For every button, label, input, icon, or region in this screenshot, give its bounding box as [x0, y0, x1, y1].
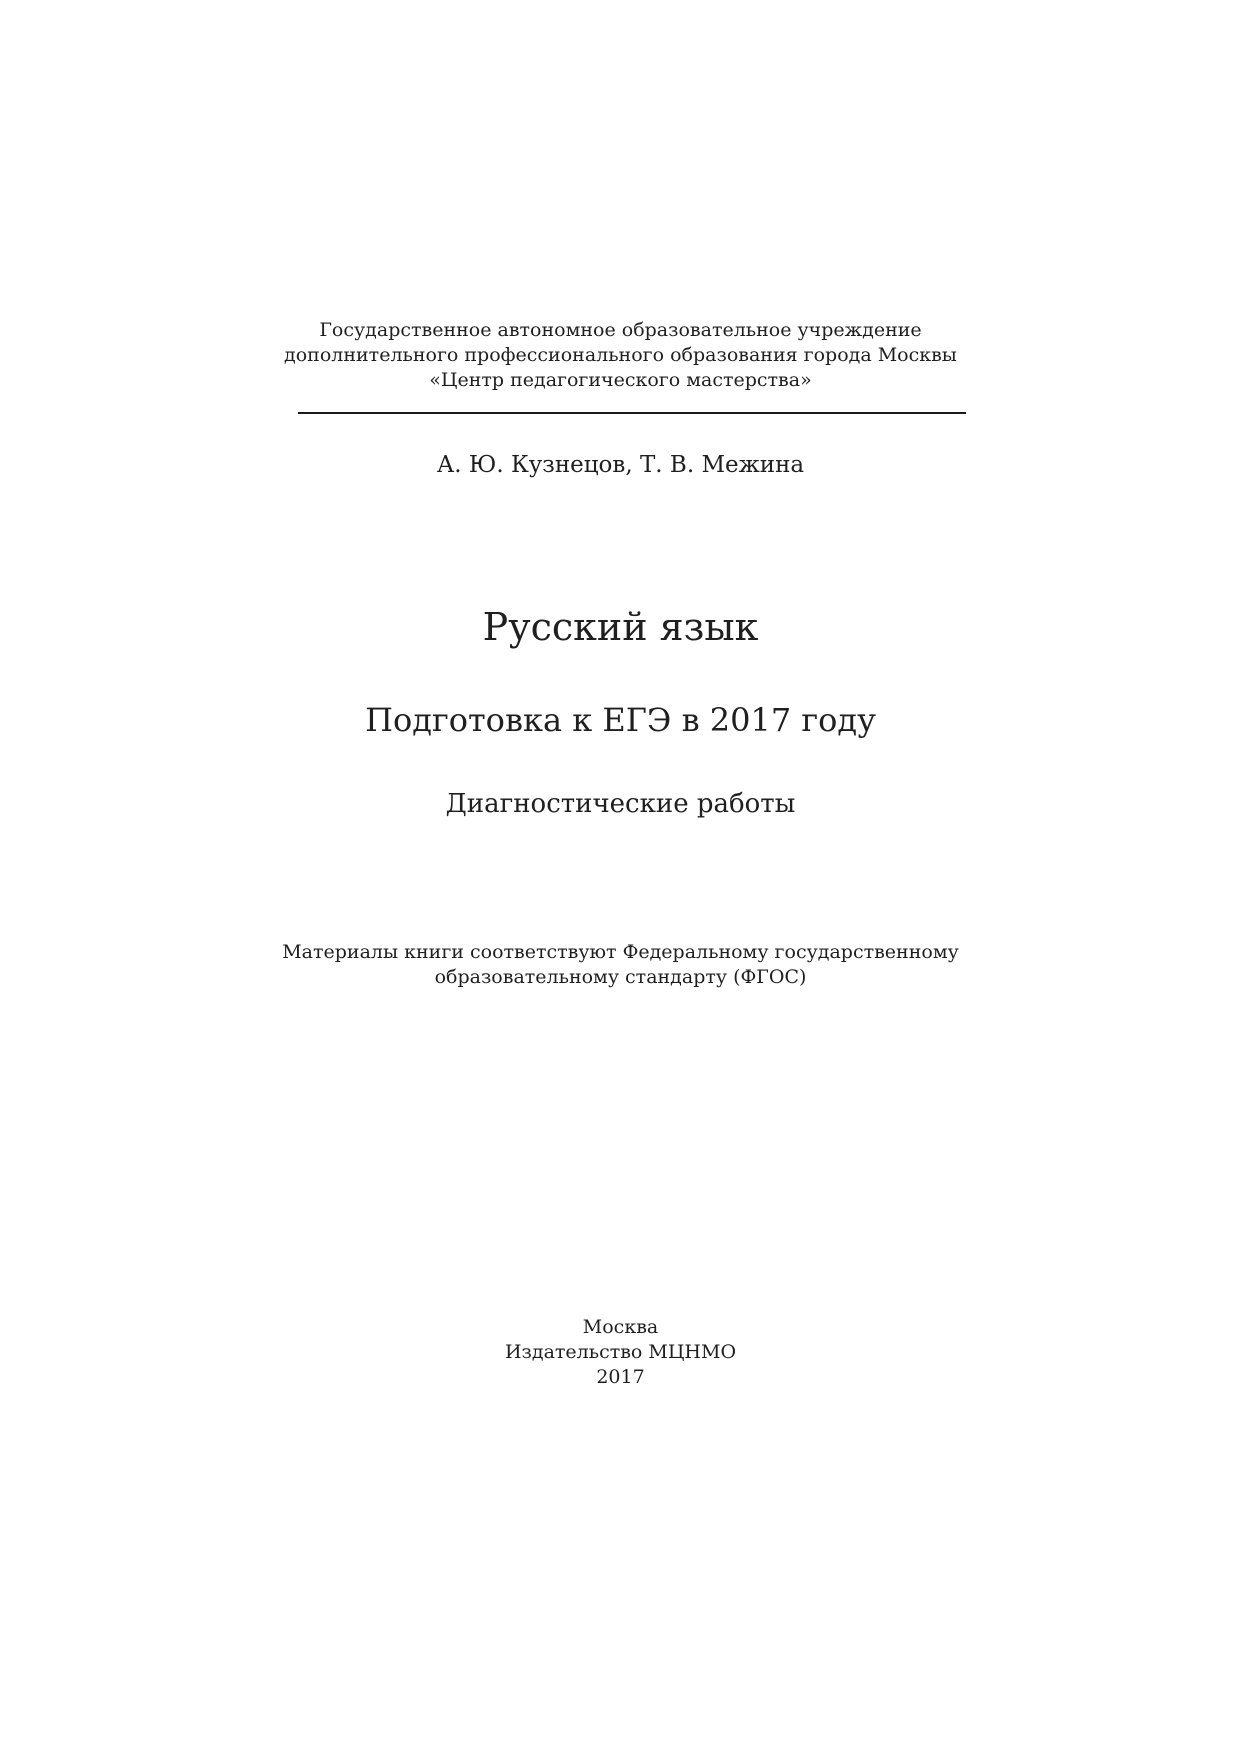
standard-note — [0, 940, 1241, 990]
book-subtitle-secondary: Диагностические работы — [445, 789, 796, 819]
imprint-publisher: Издательство МЦНМО — [504, 1341, 737, 1363]
imprint-city: Москва — [582, 1316, 659, 1338]
standard-note-line-2: образовательному стандарту (ФГОС) — [434, 966, 807, 988]
book-subtitle: Подготовка к ЕГЭ в 2017 году — [365, 701, 876, 739]
imprint-year: 2017 — [596, 1366, 645, 1388]
header-divider — [298, 412, 966, 414]
authors: А. Ю. Кузнецов, Т. В. Межина — [436, 452, 805, 478]
institution-line-3: «Центр педагогического мастерства» — [429, 369, 812, 391]
institution-line-1: Государственное автономное образовательное учреждение — [319, 319, 922, 341]
book-title: Русский язык — [482, 605, 759, 649]
imprint — [0, 1315, 1241, 1390]
institution-header — [0, 318, 1241, 393]
institution-line-2: дополнительного профессионального образования города Москвы — [284, 344, 957, 366]
standard-note-line-1: Материалы книги соответствуют Федеральному государственному — [282, 941, 959, 963]
